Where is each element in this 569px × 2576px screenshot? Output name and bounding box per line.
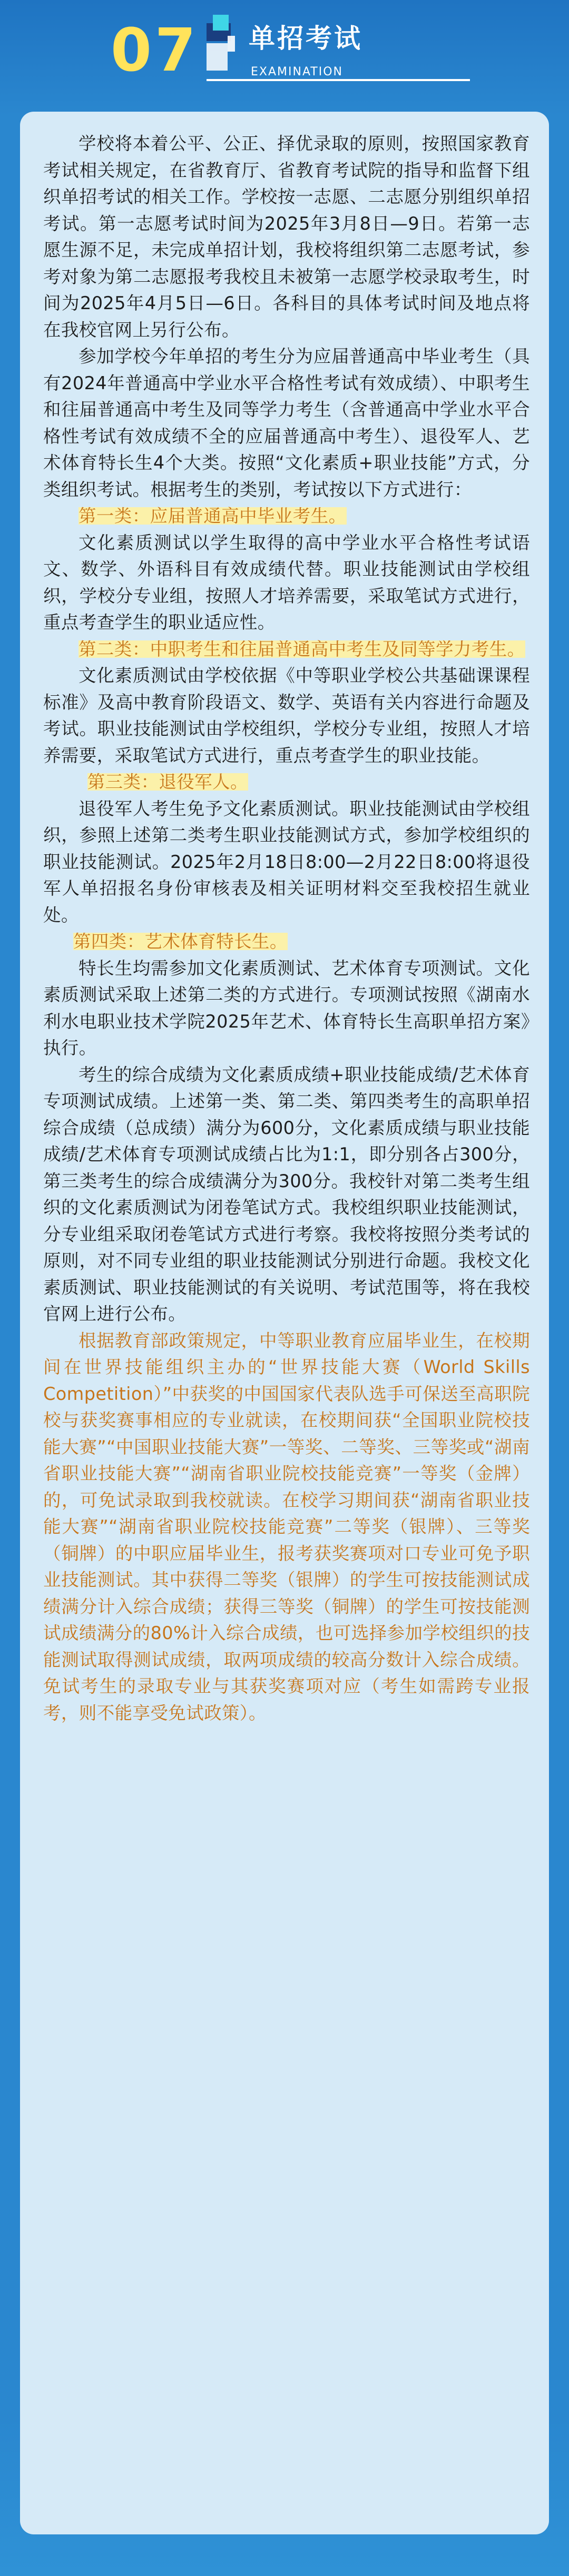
category-4-label (43, 929, 530, 955)
paragraph-category-1: 文化素质测试以学生取得的高中学业水平合格性考试语文、数学、外语科目有效成绩代替。职业技能测试由学校组织，学校分专业组，按照人才培养需要，采取笔试方式进行，重点考查学生的职业适应性。 (43, 532, 530, 633)
category-3-label (43, 769, 530, 796)
paragraph-exemption-policy: 根据教育部政策规定，中等职业教育应届毕业生，在校期间在世界技能组织主办的“世界技能大赛（World Skills Competition）”中获奖的中国国家代表队选手可保送至高职院校与获奖赛事相应的专业就读，在校期间获“全国职业院校技能大赛”“中国职业技能大赛”一等奖、二等奖、三等奖或“湖南省职业技能大赛”“湖南省职业院校技能竞赛”一等奖（金牌）的，可免试录取到我校就读。在校学习期间获“湖南省职业技能大赛”“湖南省职业院校技能竞赛”二等奖（银牌）、三等奖（铜牌）的中职应届毕业生，报考获奖赛项对口专业可免予职业技能测试。其中获得二等奖（银牌）的学生可按技能测试成绩满分计入综合成绩；获得三等奖（铜牌）的学生可按技能测试成绩满分的80%计入综合成绩，也可选择参加学校组织的技能测试取得测试成绩，取两项成绩的较高分数计入综合成绩。免试考生的录取专业与其获奖赛项对应（考生如需跨专业报考，则不能享受免试政策）。 (43, 1330, 530, 1723)
content-card (20, 112, 549, 2534)
category-2-text: 第二类：中职考生和往届普通高中考生及同等学力考生。 (79, 638, 525, 659)
category-3-text: 第三类：退役军人。 (87, 772, 248, 792)
section-title: 单招考试 (249, 23, 362, 54)
paragraph-category-4: 特长生均需参加文化素质测试、艺术体育专项测试。文化素质测试采取上述第二类的方式进行。专项测试按照《湖南水利水电职业技术学院2025年艺术、体育特长生高职单招方案》执行。 (43, 958, 530, 1058)
section-subtitle: EXAMINATION (251, 65, 343, 78)
category-4-text: 第四类：艺术体育特长生。 (73, 931, 288, 952)
section-header (0, 0, 569, 105)
section-number: 07 (111, 16, 199, 85)
category-1-text: 第一类：应届普通高中毕业考生。 (79, 506, 347, 526)
category-2-label (43, 636, 530, 663)
title-underline (207, 79, 470, 81)
paragraph-category-2: 文化素质测试由学校依据《中等职业学校公共基础课课程标准》及高中教育阶段语文、数学、英语有关内容进行命题及考试。职业技能测试由学校组织，学校分专业组，按照人才培养需要，采取笔试方式进行，重点考查学生的职业技能。 (43, 665, 530, 766)
paragraph-scoring: 考生的综合成绩为文化素质成绩+职业技能成绩/艺术体育专项测试成绩。上述第一类、第二类、第四类考生的高职单招综合成绩（总成绩）满分为600分，文化素质成绩与职业技能成绩/艺术体育专项测试成绩占比为1:1，即分别各占300分，第三类考生的综合成绩满分为300分。我校针对第二类考生组织的文化素质测试为闭卷笔试方式。我校组织职业技能测试，分专业组采取闭卷笔试方式进行考察。我校将按照分类考试的原则，对不同专业组的职业技能测试分别进行命题。我校文化素质测试、职业技能测试的有关说明、考试范围等，将在我校官网上进行公布。 (43, 1064, 530, 1324)
category-1-label (43, 503, 530, 530)
paragraph-categories: 参加学校今年单招的考生分为应届普通高中毕业考生（具有2024年普通高中学业水平合格性考试有效成绩）、中职考生和往届普通高中考生及同等学力考生（含普通高中学业水平合格性考试有效成绩不全的应届普通高中考生）、退役军人、艺术体育特长生4个大类。按照“文化素质+职业技能”方式，分类组织考试。根据考生的类别，考试按以下方式进行： (43, 346, 530, 500)
paragraph-category-3: 退役军人考生免予文化素质测试。职业技能测试由学校组织，参照上述第二类考生职业技能测试方式，参加学校组织的职业技能测试。2025年2月18日8:00—2月22日8:00将退役军人单招报名身份审核表及相关证明材料交至我校招生就业处。 (43, 798, 530, 925)
paragraph-exam-principles: 学校将本着公平、公正、择优录取的原则，按照国家教育考试相关规定，在省教育厅、省教育考试院的指导和监督下组织单招考试的相关工作。学校按一志愿、二志愿分别组织单招考试。第一志愿考试时间为2025年3月8日—9日。若第一志愿生源不足，未完成单招计划，我校将组织第二志愿考试，参考对象为第二志愿报考我校且未被第一志愿学校录取考生，时间为2025年4月5日—6日。各科目的具体考试时间及地点将在我校官网上另行公布。 (43, 133, 530, 340)
